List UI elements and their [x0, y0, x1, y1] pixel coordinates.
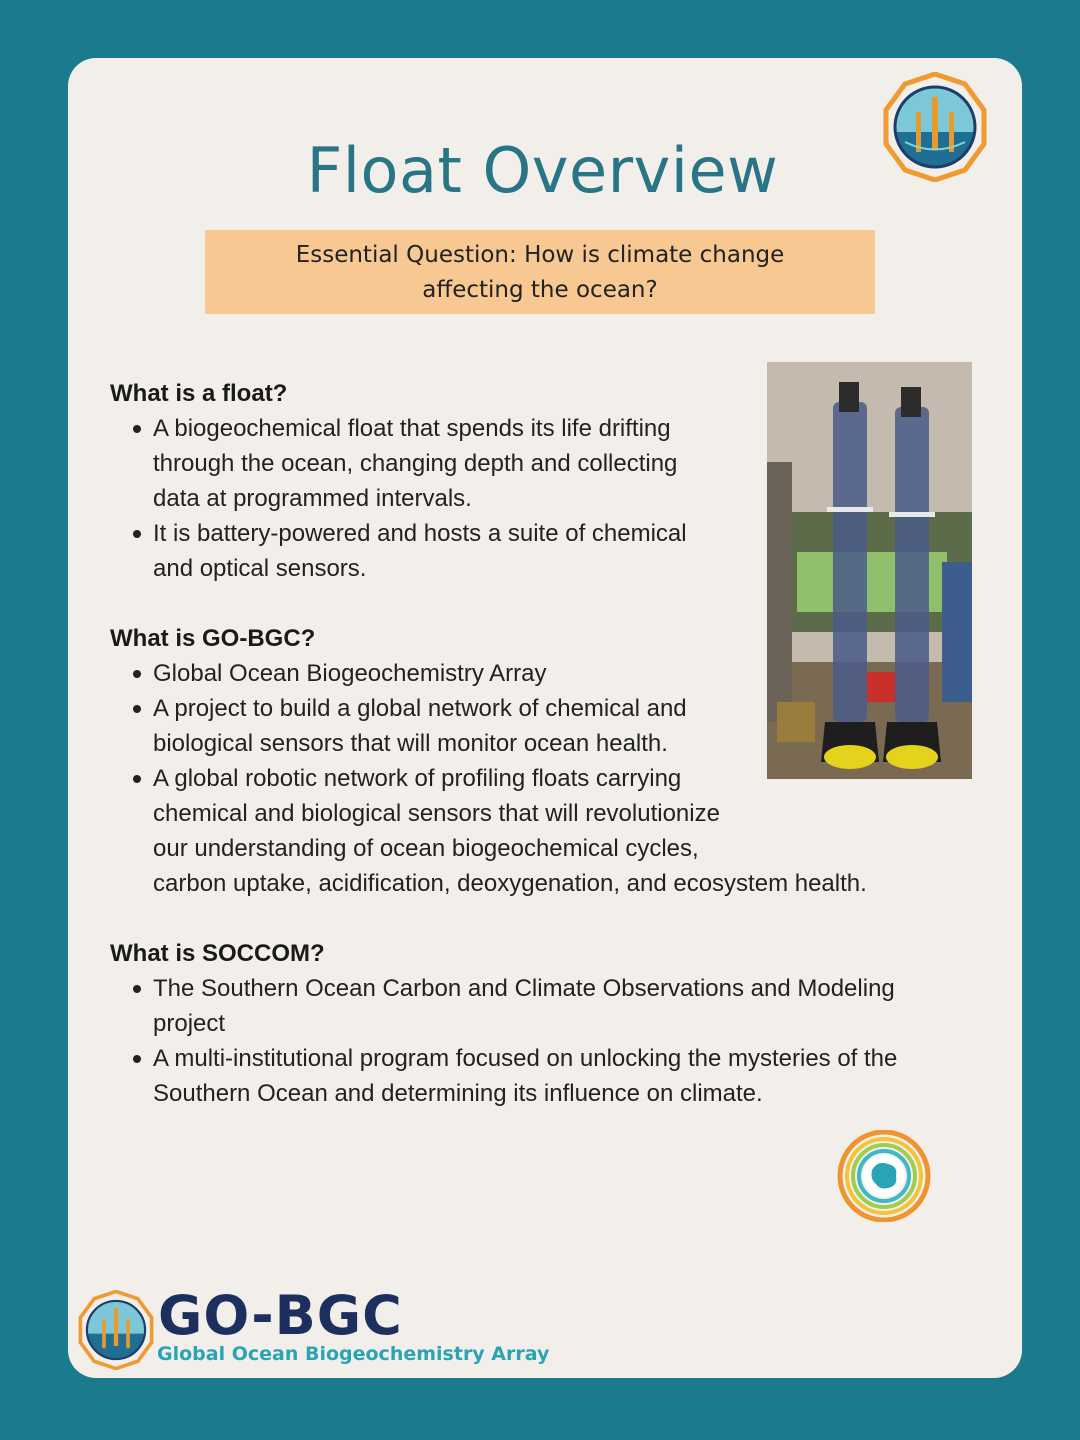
section-heading: What is GO-BGC?: [110, 625, 316, 652]
list-item: Global Ocean Biogeochemistry Array: [110, 656, 867, 691]
section-what-is-a-float: [110, 376, 687, 586]
list-item: A global robotic network of profiling floats carrying chemical and biological sensors that will revolutionize our understanding of ocean biogeochemical cycles, carbon uptake, acidification, deoxygenation, and ecosystem health.: [110, 761, 867, 901]
list-item: A biogeochemical float that spends its life drifting through the ocean, changing depth and collecting data at programmed intervals.: [110, 411, 687, 516]
go-bgc-badge-icon: [76, 1290, 156, 1370]
essential-question-line-1: Essential Question: How is climate change: [295, 242, 785, 268]
list-item: A multi-institutional program focused on unlocking the mysteries of the Southern Ocean and determining its influence on climate.: [110, 1041, 897, 1111]
brand-name: GO-BGC: [158, 1284, 403, 1347]
section-what-is-go-bgc: [110, 621, 867, 901]
section-heading: What is a float?: [110, 380, 288, 407]
section-heading: What is SOCCOM?: [110, 940, 325, 967]
list-item: A project to build a global network of chemical and biological sensors that will monitor ocean health.: [110, 691, 867, 761]
essential-question-box: [205, 230, 875, 314]
page-title: Float Overview: [306, 134, 779, 207]
antarctica-rings-icon: [830, 1130, 938, 1222]
list-item: The Southern Ocean Carbon and Climate Observations and Modeling project: [110, 971, 897, 1041]
bgc-floats-photo: [767, 362, 972, 779]
list-item: It is battery-powered and hosts a suite of chemical and optical sensors.: [110, 516, 687, 586]
brand-subtitle: Global Ocean Biogeochemistry Array: [157, 1343, 550, 1365]
section-what-is-soccom: [110, 936, 897, 1111]
essential-question-line-2: affecting the ocean?: [422, 277, 658, 303]
